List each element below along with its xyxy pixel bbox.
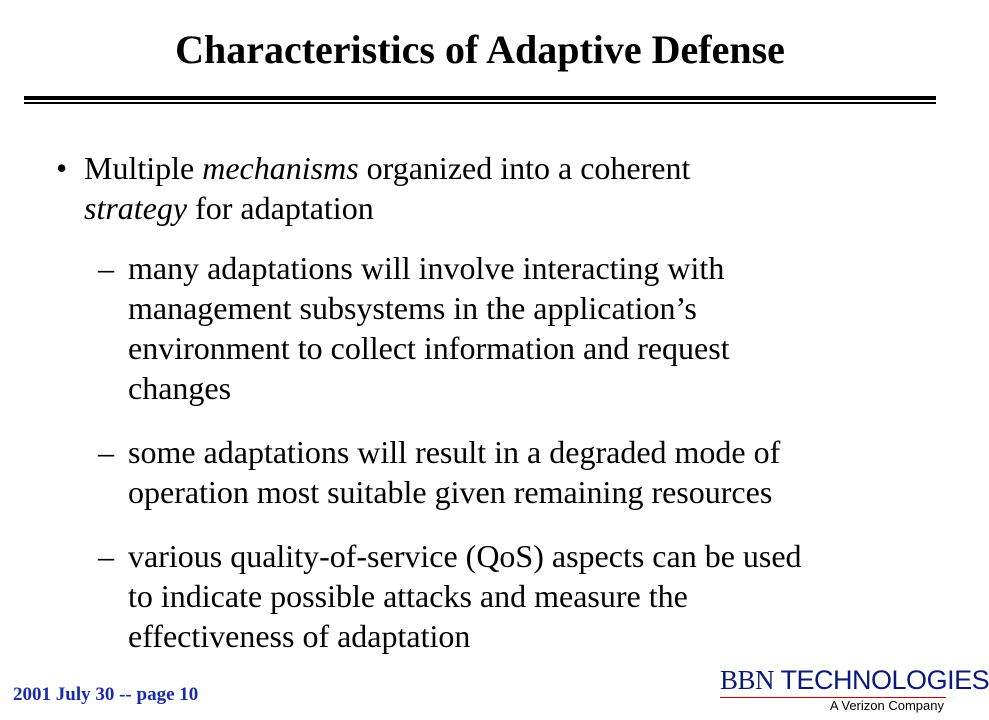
logo-tagline: A Verizon Company bbox=[829, 698, 944, 713]
sub-bullet-line: effectiveness of adaptation bbox=[128, 618, 471, 654]
company-logo bbox=[720, 665, 989, 713]
bullet-emphasis: strategy bbox=[84, 190, 188, 226]
dash-icon: – bbox=[98, 434, 114, 470]
dash-icon: – bbox=[98, 538, 114, 574]
bullet-text-segment: Multiple bbox=[84, 150, 203, 186]
logo-wordmark bbox=[720, 665, 989, 695]
bullet-text-segment: organized into a coherent bbox=[358, 150, 691, 186]
bullet-icon: • bbox=[56, 150, 68, 186]
slide-title: Characteristics of Adaptive Defense bbox=[175, 27, 785, 72]
sub-bullet-line: changes bbox=[128, 370, 232, 406]
sub-bullet-line: environment to collect information and request bbox=[128, 330, 730, 366]
title-divider-thin bbox=[24, 102, 936, 104]
title-divider-thick bbox=[24, 96, 936, 100]
sub-bullet-line: management subsystems in the application’s bbox=[128, 290, 697, 326]
sub-bullet-line: various quality-of-service (QoS) aspects can be used bbox=[128, 538, 802, 574]
logo-technologies: TECHNOLOGIES bbox=[780, 665, 989, 695]
sub-bullet-text bbox=[128, 248, 928, 408]
footer-date-page: 2001 July 30 -- page 10 bbox=[13, 684, 199, 705]
sub-bullet-line: operation most suitable given remaining resources bbox=[128, 474, 773, 510]
logo-bbn: BBN bbox=[720, 665, 775, 695]
sub-bullet-text bbox=[128, 536, 928, 656]
bullet-text bbox=[84, 148, 924, 228]
bullet-line bbox=[84, 188, 924, 228]
bullet-text-segment: for adaptation bbox=[187, 190, 374, 226]
bullet-line bbox=[84, 148, 924, 188]
dash-icon: – bbox=[98, 250, 114, 286]
sub-bullet-line: many adaptations will involve interacting with bbox=[128, 250, 725, 286]
bullet-emphasis: mechanisms bbox=[202, 150, 359, 186]
sub-bullet-line: some adaptations will result in a degraded mode of bbox=[128, 434, 781, 470]
sub-bullet-line: to indicate possible attacks and measure the bbox=[128, 578, 688, 614]
sub-bullet-text bbox=[128, 432, 928, 512]
